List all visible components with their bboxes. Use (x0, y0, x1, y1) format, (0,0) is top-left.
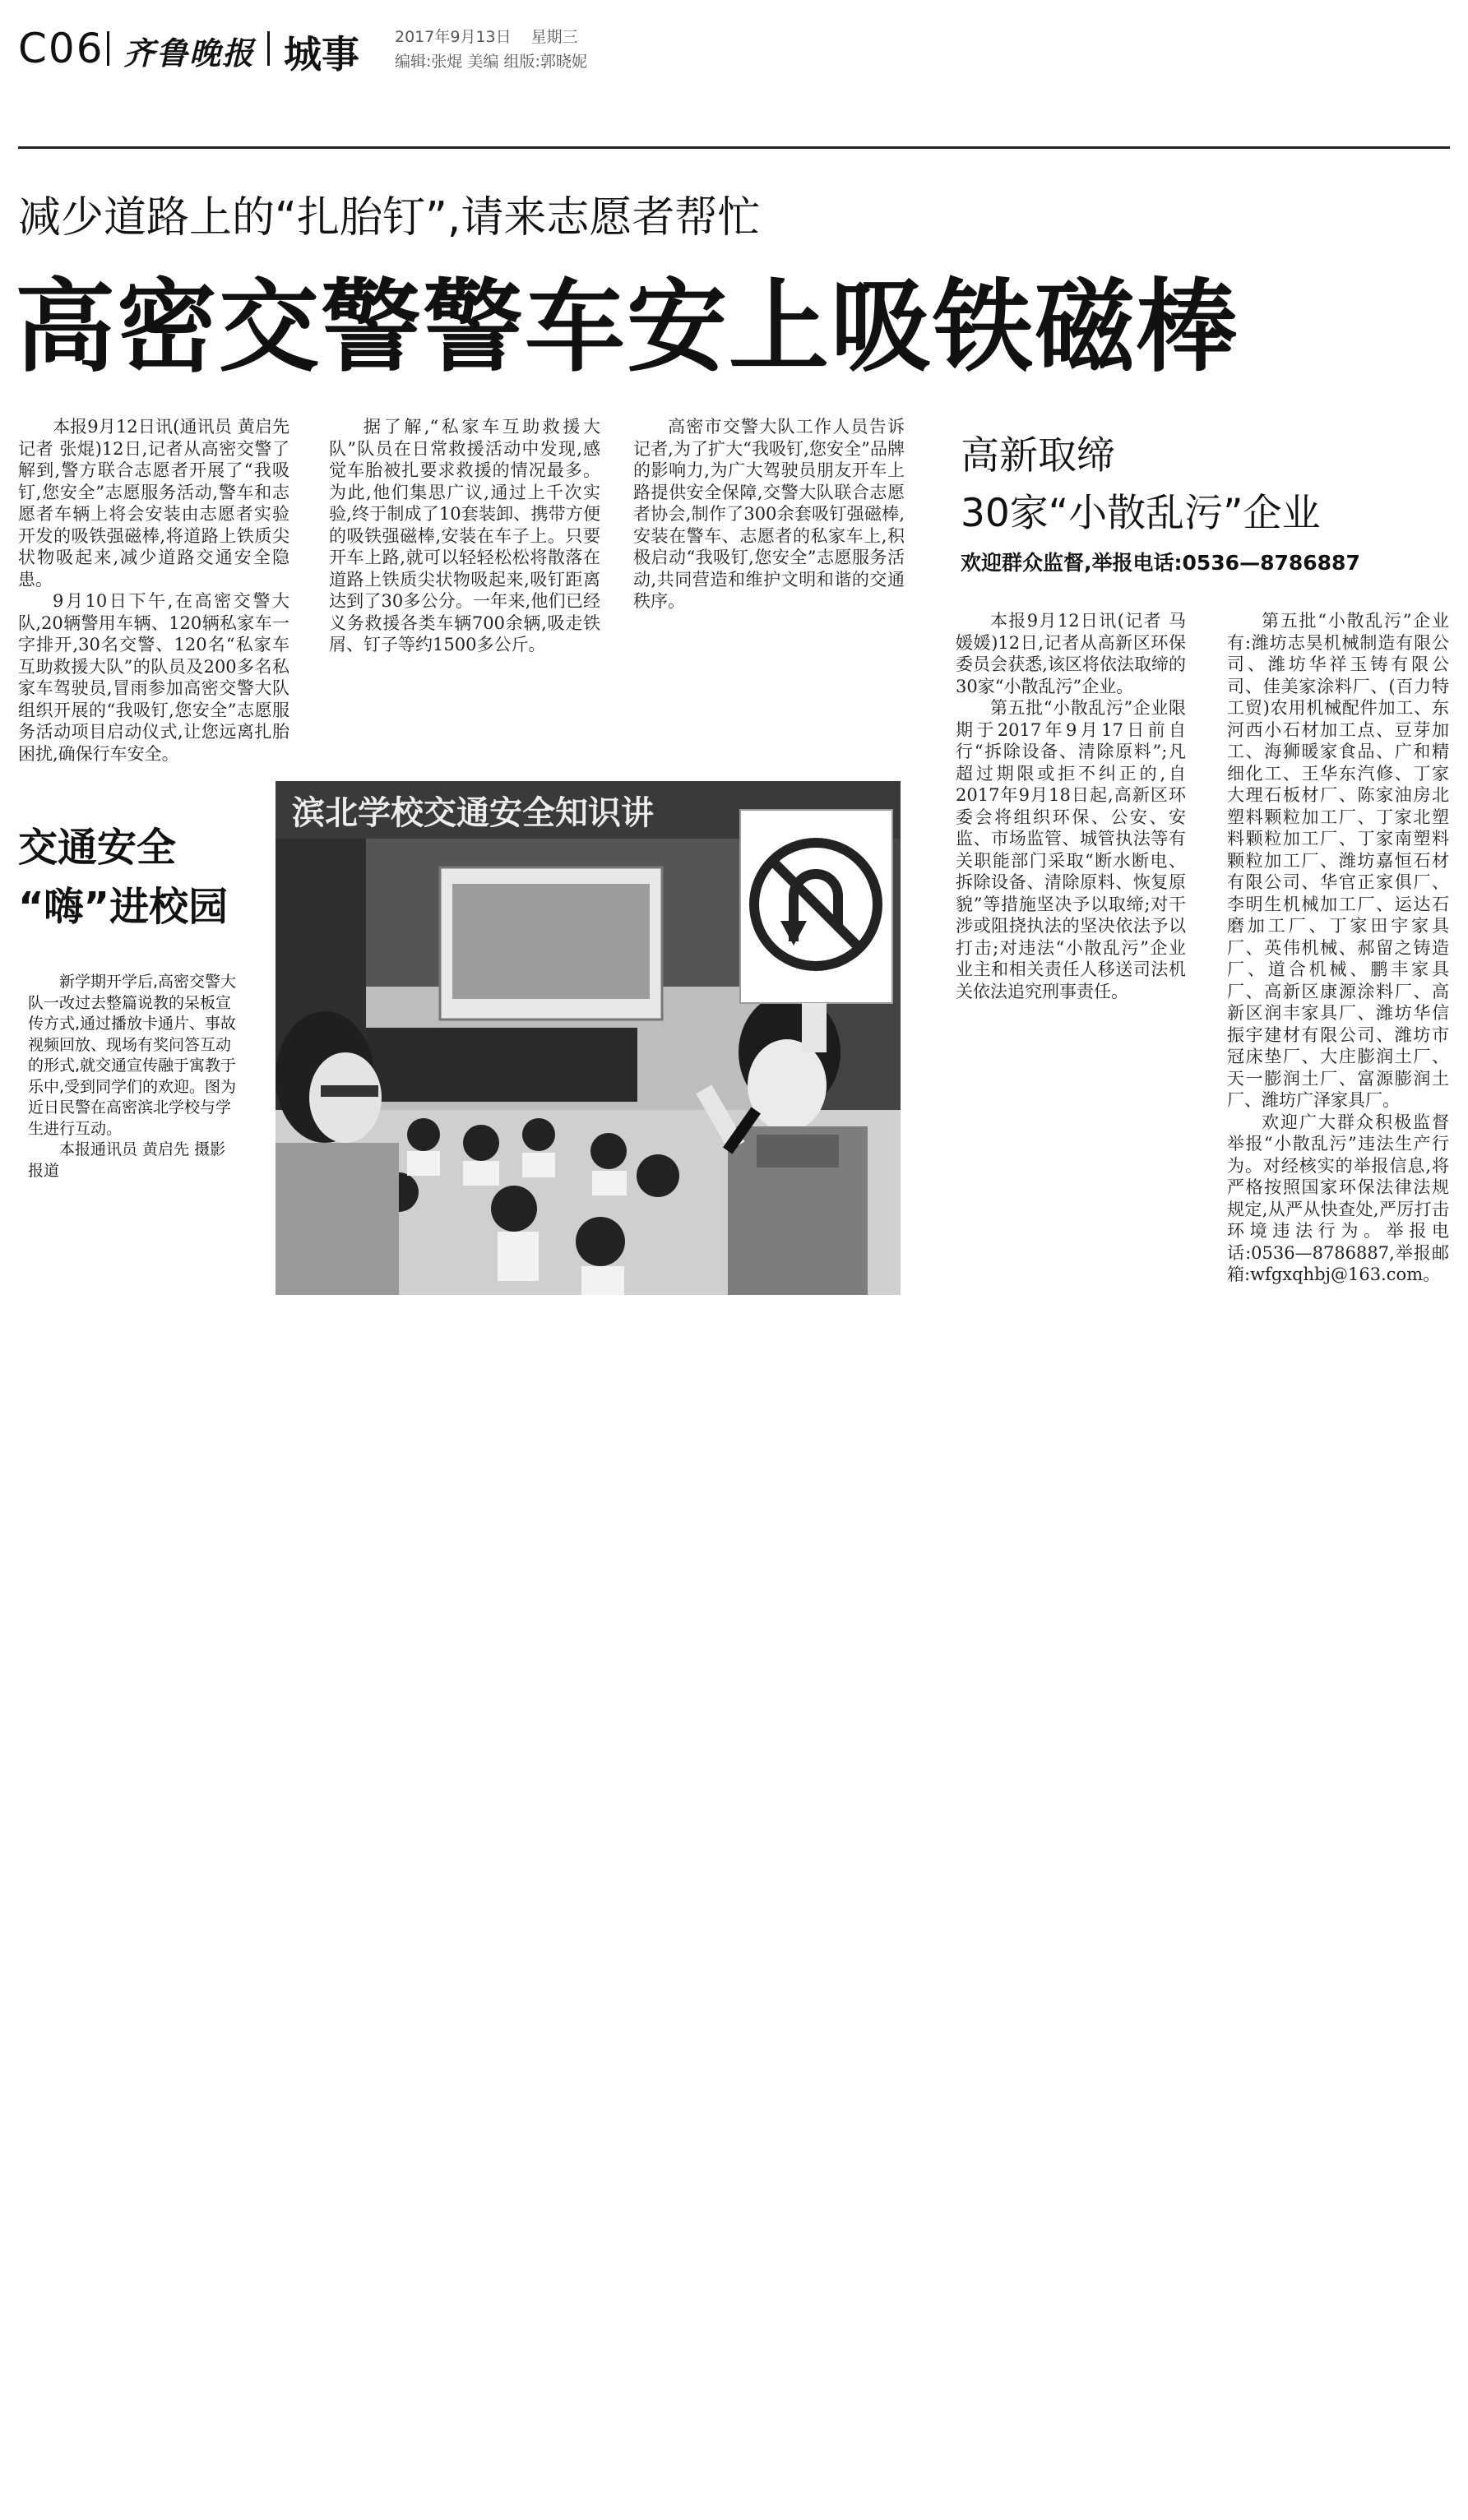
credits-line: 编辑:张焜 美编 组版:郭晓妮 (395, 53, 587, 71)
main-kicker: 减少道路上的“扎胎钉”,请来志愿者帮忙 (18, 193, 761, 243)
right-paragraph: 第五批“小散乱污”企业有:潍坊志昊机械制造有限公司、潍坊华祥玉铸有限公司、佳美家涂料厂、(百力特工贸)农用机械配件加工、东河西小石材加工点、豆芽加工、海狮暖家食品、广和精细化工、王华东汽修、丁家大理石板材厂、陈家油房北塑料颗粒加工厂、丁家北塑料颗粒加工厂、丁家南塑料颗粒加工厂、潍坊嘉恒石材有限公司、华官正家俱厂、李明生机械加工厂、运达石磨加工厂、丁家田宇家具厂、英伟机械、郝留之铸造厂、道合机械、鹏丰家具厂、高新区康源涂料厂、高新区润丰家具厂、潍坊华信振宇建材有限公司、潍坊市冠床垫厂、大庄膨润土厂、天一膨润土厂、富源膨润土厂、潍坊广泽家具厂。 (1227, 611, 1449, 1110)
caption-text: 新学期开学后,高密交警大队一改过去整篇说教的呆板宣传方式,通过播放卡通片、事故视频回放、现场有奖问答互动的形式,就交通宣传融于寓教于乐中,受到同学们的欢迎。图为近日民警在高密滨北学校与学生进行互动。 (28, 973, 237, 1138)
masthead-divider (107, 31, 109, 66)
main-story-column-2 (329, 416, 600, 656)
masthead-rule (18, 146, 1450, 149)
dateline (395, 25, 578, 47)
section-name: 城事 (284, 32, 359, 76)
issue-date: 2017年9月13日 (395, 28, 512, 46)
classroom-banner-text: 滨北学校交通安全知识讲 (292, 794, 654, 832)
photo-title-line: 交通安全 (18, 825, 177, 871)
main-headline: 高密交警警车安上吸铁磁棒 (15, 269, 1239, 386)
page-number: C06 (18, 25, 104, 72)
right-title-line: 高新取缔 (961, 433, 1115, 479)
photo-illustration (276, 781, 901, 1295)
right-story-title (961, 428, 1321, 543)
masthead-divider (267, 31, 270, 66)
main-story-column-1 (18, 416, 289, 765)
main-story-column-3 (633, 416, 905, 613)
right-paragraph: 欢迎广大群众积极监督举报“小散乱污”违法生产行为。对经核实的举报信息,将严格按照国家环保法律法规规定,从严从快查处,严厉打击环境违法行为。举报电话:0536—8786887,举报邮箱:wfgxqhbj@163.com。 (1227, 1112, 1449, 1284)
main-paragraph: 本报9月12日讯(通讯员 黄启先 记者 张焜)12日,记者从高密交警了解到,警方联合志愿者开展了“我吸钉,您安全”志愿服务活动,警车和志愿者车辆上将会安装由志愿者实验开发的吸铁强磁棒,将道路上铁质尖状物吸起来,减少道路交通安全隐患。 (18, 417, 289, 590)
caption-credit: 本报通讯员 黄启先 摄影报道 (28, 1140, 226, 1180)
photo-caption (28, 972, 238, 1181)
issue-weekday: 星期三 (530, 28, 578, 46)
newspaper-logo: 齐鲁晚报 (123, 35, 256, 72)
main-paragraph: 9月10日下午,在高密交警大队,20辆警用车辆、120辆私家车一字排开,30名交警、120名“私家车互助救援大队”的队员及200多名私家车驾驶员,冒雨参加高密交警大队组织开展的“我吸钉,您安全”志愿服务活动项目启动仪式,让您远离扎胎困扰,确保行车安全。 (18, 591, 289, 764)
main-paragraph: 据了解,“私家车互助救援大队”队员在日常救援活动中发现,感觉车胎被扎要求救援的情况最多。为此,他们集思广议,通过上千次实验,终于制成了10套装卸、携带方便的吸铁强磁棒,安装在车子上。只要开车上路,就可以轻轻松松将散落在道路上铁质尖状物吸起来,吸钉距离达到了30多公分。一年来,他们已经义务救援各类车辆700余辆,吸走铁屑、钉子等约1500多公斤。 (329, 417, 600, 654)
photo-story-title (18, 818, 228, 936)
news-photo (276, 781, 901, 1295)
right-story-subtitle: 欢迎群众监督,举报电话:0536—8786887 (961, 551, 1360, 575)
photo-title-line: “嗨”进校园 (18, 884, 229, 930)
right-paragraph: 本报9月12日讯(记者 马媛媛)12日,记者从高新区环保委员会获悉,该区将依法取缔的30家“小散乱污”企业。 (956, 611, 1186, 696)
right-paragraph: 第五批“小散乱污”企业限期于2017年9月17日前自行“拆除设备、清除原料”;凡超过期限或拒不纠正的,自2017年9月18日起,高新区环委会将组织环保、公安、安监、市场监管、城管执法等有关职能部门采取“断水断电、拆除设备、清除原料、恢复原貌”等措施坚决予以取缔;对干涉或阻挠执法的坚决依法予以打击;对违法“小散乱污”企业业主和相关责任人移送司法机关依法追究刑事责任。 (956, 698, 1186, 1001)
right-title-line: 30家“小散乱污”企业 (961, 491, 1321, 536)
main-paragraph: 高密市交警大队工作人员告诉记者,为了扩大“我吸钉,您安全”品牌的影响力,为广大驾驶员朋友开车上路提供安全保障,交警大队联合志愿者协会,制作了300余套吸钉强磁棒,安装在警车、志愿者的私家车上,积极启动“我吸钉,您安全”志愿服务活动,共同营造和维护文明和谐的交通秩序。 (633, 417, 905, 611)
right-story-column-2 (1227, 610, 1449, 1286)
right-story-column-1 (956, 610, 1186, 1002)
